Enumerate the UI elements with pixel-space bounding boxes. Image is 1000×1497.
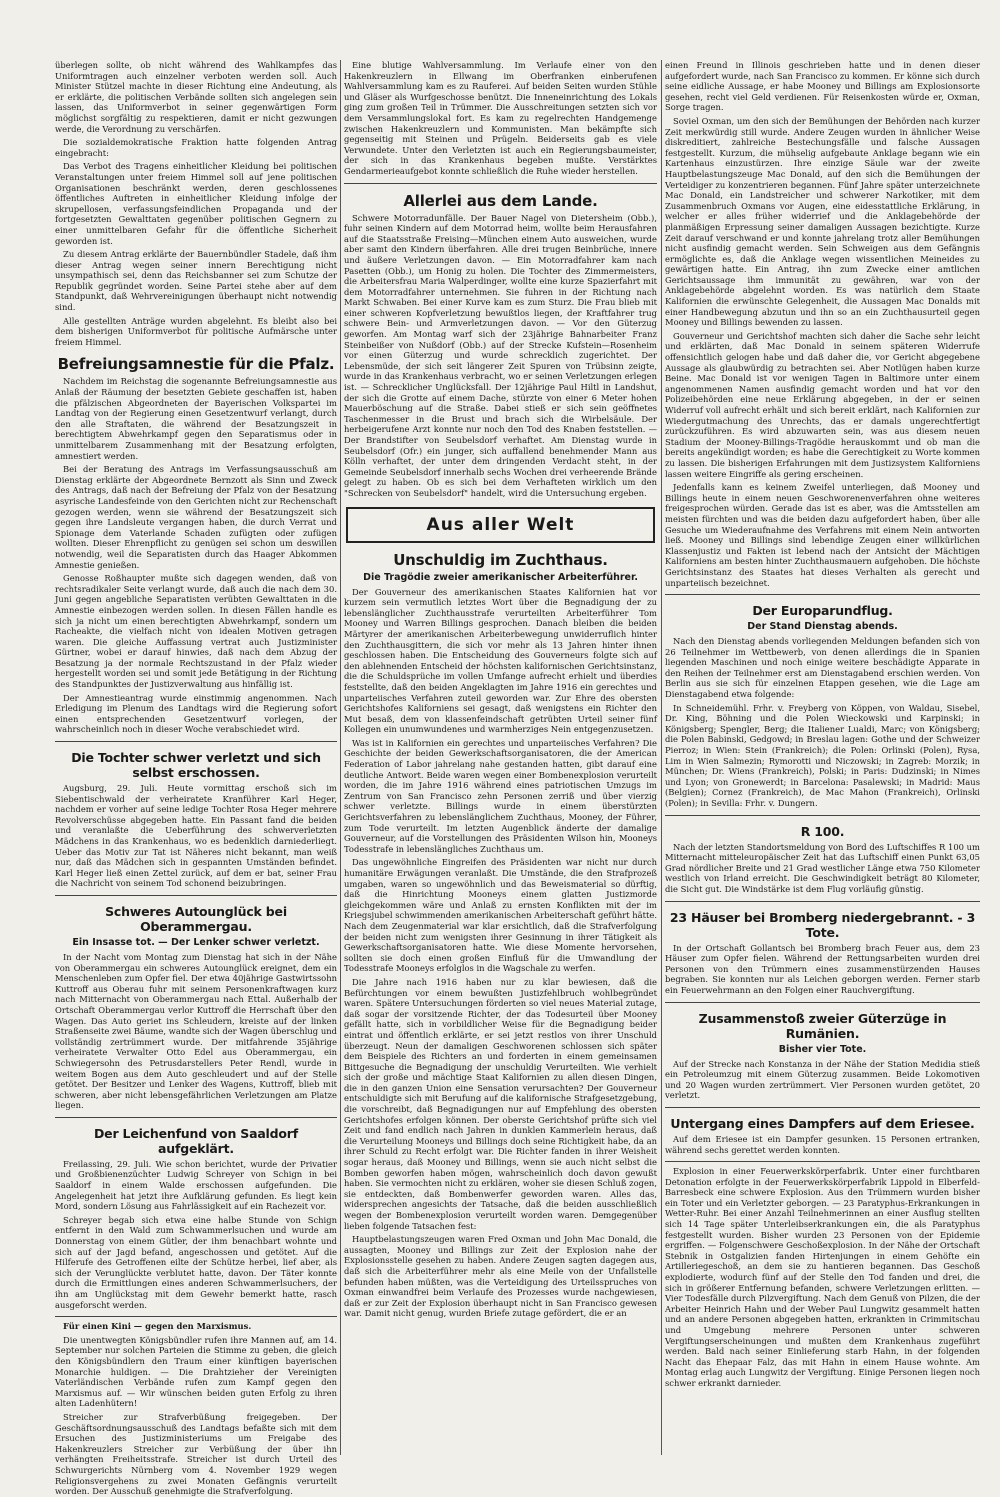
divider: [665, 1002, 980, 1003]
column-left: [55, 60, 337, 1497]
section-box: [346, 507, 655, 543]
paragraph: Gouverneur und Gerichtshof machten sich daher die Sache sehr leicht und erklärten, daß Mac Donald in seinem späteren Widerrufe offensichtlich gelogen habe und daß daher die, vor Gericht abgegebene Aussage als glaubwürdig zu betrachten sei. Aber Notlügen haben kurze Beine. Mac Donald ist vor wenigen Tagen in Baltimore unter einem angenommenen Namen ausfindig gemacht worden und hat vor den Polizeibehörden eine neue Erklärung abgegeben, in der er seinen Widerruf voll aufrecht erhält und sich bereit erklärt, nach Kalifornien zur Wiedergutmachung des Unrechts, das er damals ungerechtfertigt zurückzuführen. Es wird abzuwarten sein, was aus diesem neuen Stadium der Mooney-Billings-Tragödie herauskommt und ob man die bereits angekündigt worden; es habe die Gerechtigkeit zu Worte kommen zu lassen. Die bisherigen Erfahrungen mit dem Justizsystem Kaliforniens lassen weitere Eingriffe als gering erscheinen.: [665, 330, 980, 479]
paragraph: Augsburg, 29. Juli. Heute vormittag erschoß sich im Siebentischwald der verheiratete Kranführer Karl Heger, nachdem er vorher auf seine ledige Tochter Rosa Heger mehrere Revolverschüsse abgegeben hatte. Ein Passant fand die beiden und veranlaßte die Ueberführung des schwerverletzten Mädchens in das Krankenhaus, wo es bedenklich darniederliegt. Ueber das Motiv zur Tat ist Näheres nicht bekannt, man weiß nur, daß das Mädchen sich in gespannten Umständen befindet. Karl Heger ließ einen Zettel zurück, auf dem er bat, seiner Frau die Nachricht von seinem Tod schonend beizubringen.: [55, 783, 337, 889]
paragraph: Für einen Kini — gegen den Marxismus.: [63, 1321, 252, 1332]
paragraph: Explosion in einer Feuerwerkskörperfabrik. Unter einer furchtbaren Detonation erfolgte in der Feuerwerkskörperfabrik Lippold in Elberfeld-Barresbeck eine schwere Explosion. Aus den Trümmern wurden bisher ein Toter und ein Verletzter geborgen. — 23 Paratyphus-Erkrankungen in Wetter-Ruhr. Bei einer Anzahl Teilnehmerinnen an einer Ausflug stellten sich 14 Tage später Unterleibserkrankungen ein, die als Paratyphus festgestellt wurden. Bisher wurden 23 Personen von der Epidemie ergriffen. — Folgenschwere Geschoßexplosion. In der Nähe der Ortschaft Stebnik in Ostgalizien fanden Hirtenjungen in einem Gehöfte ein Artilleriegeschoß, an dem sie zu hantieren begannen. Das Geschoß explodierte, wodurch fünf auf der Stelle den Tod fanden und drei, die sich in größerer Entfernung befanden, schwere Verletzungen erlitten. — Vier Todesfälle durch Pilzvergiftung. Nach dem Genuß von Pilzen, die der Arbeiter Heinrich Hahn und der Weber Paul Lungwitz gesammelt hatten und an andere Personen abgegeben hatten, erkrankten in Crimmitschau und Umgebung mehrere Personen unter schweren Vergiftungserscheinungen und mußten dem Krankenhaus zugeführt werden. Bald nach seiner Einlieferung starb Hahn, in der folgenden Nacht das Ehepaar Falz, das mit Hahn in einem Hause wohnte. Am Montag erlag auch Lungwitz der Vergiftung. Einige Personen liegen noch schwer erkrankt darnieder.: [665, 1166, 980, 1388]
headline-lande: Allerlei aus dem Lande.: [403, 191, 598, 210]
divider: [665, 1161, 980, 1162]
headline-amnestie: Befreiungsamnestie für die Pfalz.: [57, 355, 335, 374]
column-rule: [661, 60, 662, 1455]
paragraph: Streicher zur Strafverbüßung freigegeben. Der Geschäftsordnungsausschuß des Landtags befaßte sich mit dem Ersuchen des Justizministeriums um Freigabe des Hakenkreuzlers Streicher zur Verbüßung der über ihn verhängten Freiheitsstrafe. Streicher ist durch Urteil des Schwurgerichts Nürnberg vom 4. November 1929 wegen Religionsvergehens zu zwei Monaten Gefängnis verurteilt worden. Der Ausschuß genehmigte die Strafverfolgung.: [55, 1411, 337, 1497]
column-right: [665, 60, 980, 1455]
paragraph: Hauptbelastungszeugen waren Fred Oxman und John Mac Donald, die aussagten, Mooney und Billings zur Zeit der Explosion nahe der Explosionsstelle gesehen zu haben. Andere Zeugen sagten dagegen aus, daß sich die Arbeiterführer mehr als eine Meile von der Unfallstelle befunden haben müßten, was die Verteidigung des Urteilsspruches von Oxman einwandfrei beim Verlaufe des Prozesses wurde nachgewiesen, daß er zur Zeit der Explosion überhaupt nicht in San Francisco gewesen war. Damit nicht genug, wurden Briefe zutage gefördert, die er an: [344, 1234, 657, 1319]
paragraph: Der Amnestieantrag wurde einstimmig angenommen. Nach Erledigung im Plenum des Landtags wird die Regierung sofort einen entsprechenden Gesetzentwurf vorlegen, der wahrscheinlich noch in dieser Woche verabschiedet wird.: [55, 692, 337, 735]
paragraph: einen Freund in Illinois geschrieben hatte und in denen dieser aufgefordert wurde, nach San Francisco zu kommen. Er könne sich durch seine eidliche Aussage, er habe Mooney und Billings am Explosionsorte gesehen, recht viel Geld verdienen. Für Reisenkosten würde er, Oxman, Sorge tragen.: [665, 60, 980, 113]
paragraph: Schreyer begab sich etwa eine halbe Stunde von Schign entfernt in den Wald zum Schwammerlsuchen und wurde am Donnerstag von einem Gütler, der ihm benachbart wohnte und sich auf der Jagd befand, angeschossen und getötet. Auf die Hilferufe des Getroffenen eilte der Schütze herbei, lief aber, als sich der Verunglückte verblutet hatte, davon. Der Täter konnte durch die Ermittlungen eines anderen Schwammerlsuchers, der ihn am Unglückstag mit dem Gewehr bemerkt hatte, rasch ausgeforscht werden.: [55, 1214, 337, 1310]
paragraph: Freilassing, 29. Juli. Wie schon berichtet, wurde der Privatier und Großbienenzüchter Ludwig Schreyer von Schign in bei Saaldorf in einem Walde erschossen aufgefunden. Die Angelegenheit hat jetzt ihre Aufklärung gefunden. Es liegt kein Mord, sondern Lösung aus Fahrlässigkeit auf ein Rachezeit vor.: [55, 1158, 337, 1212]
paragraph: Alle gestellten Anträge wurden abgelehnt. Es bleibt also bei dem bisherigen Uniformverbot für politische Aufmärsche unter freiem Himmel.: [55, 315, 337, 347]
paragraph: Das ungewöhnliche Eingreifen des Präsidenten war nicht nur durch humanitäre Erwägungen veranlaßt. Die Umstände, die den Strafprozeß umgaben, waren so ungewöhnlich und das Beweismaterial so dürftig, daß die Hinrichtung Mooneys einem glatten Justizmorde gleichgekommen wäre und Anlaß zu ernsten Konflikten mit der im Kriegsjubel schwimmenden amerikanischen Arbeiterschaft geführt hätte. Nach dem Zeugenmaterial war klar ersichtlich, daß die Strafverfolgung der beiden nicht zum wenigsten ihrer Gesinnung in ihrer Tätigkeit als Gewerkschaftsorganisatoren hatte. Wie diese Momente hervorsehen, sollten sie doch einen großen Einfluß für die Umwandlung der Todesstrafe Mooneys erfolglos in die Wagschale zu werfen.: [344, 857, 657, 974]
divider: [665, 901, 980, 902]
divider: [55, 741, 337, 742]
divider: [55, 1117, 337, 1118]
paragraph: In der Ortschaft Gollantsch bei Bromberg brach Feuer aus, dem 23 Häuser zum Opfer fielen. Während der Rettungsarbeiten wurden drei Personen von den Trümmern eines zusammenstürzenden Hauses begraben. Sie konnten nur als Leichen geborgen werden. Ferner starb ein Feuerwehrmann an den Folgen einer Rauchvergiftung.: [665, 942, 980, 995]
divider: [55, 1316, 337, 1317]
paragraph: Genosse Roßhaupter mußte sich dagegen wenden, daß von rechtsradikaler Seite verlangt wurde, daß auch die nach dem 30. Juni gegen angebliche Separatisten verübten Gewalttaten in die Amnestie einbezogen werden sollen. In diesen Fällen handle es sich ja nicht um einen berechtigten Abwehrkampf, sondern um Racheakte, die vielfach nicht von idealen Motiven getragen waren. Die gleiche Auffassung vertrat auch Justizminister Gürtner, wobei er darauf hinwies, daß nach dem Abzug der Besatzung ja der normale Rechtszustand in der Pfalz wieder hergestellt worden sei und somit jede Betätigung in der Richtung des Standpunktes der Justizverwaltung aus hinfällig ist.: [55, 573, 337, 690]
newspaper-page: [55, 60, 980, 1497]
paragraph: Eine blutige Wahlversammlung. Im Verlaufe einer von den Hakenkreuzlern in Ellwang im Oberfranken einberufenen Wahlversammlung kam es zu Rauferei. Auf beiden Seiten wurden Stühle und Gläser als Wurfgeschosse benützt. Die Inneneinrichtung des Lokals ging zum großen Teil in Trümmer. Die Ausschreitungen setzten sich vor dem Versammlungslokal fort. Es kam zu regelrechten Handgemenge zwischen Hakenkreuzlern und Kommunisten. Man bekämpfte sich gegenseitig mit Steinen und Prügeln. Beiderseits gab es viele Verwundete. Unter den Verletzten ist auch ein Regierungsbaumeister, der sich in das Krankenhaus begeben mußte. Verstärktes Gendarmerieaufgebot konnte schließlich die Ruhe wieder herstellen.: [344, 60, 657, 176]
headline-eriesee: Untergang eines Dampfers auf dem Eriesee.: [670, 1115, 975, 1131]
subheadline-rumaenien: Bisher vier Tote.: [778, 1043, 867, 1055]
paragraph: Bei der Beratung des Antrags im Verfassungsausschuß am Dienstag erklärte der Abgeordnete Bernzott als Sinn und Zweck des Antrags, daß nach der Befreiung der Pfalz von der Besatzung asyrische Landesfeinde von den Gerichten nicht zur Rechenschaft gezogen werden, wenn sie während der Besatzungszeit sich gegen ihre Landsleute vergangen haben, die durch Verrat und Spionage dem Vaterlande Schaden zufügten oder zufügen wollten. Dieser Ehrenpflicht zu genügen sei schon um deswillen notwendig, weil die Separatisten durch das Haager Abkommen Amnestie genießen.: [55, 464, 337, 570]
paragraph: Zu diesem Antrag erklärte der Bauernbündler Stadele, daß ihm dieser Antrag wegen seiner innern Berechtigung nicht unsympathisch sei, denn das Reichsbanner sei zum Schutze der Republik gegründet worden. Seine Partei stehe aber auf dem Standpunkt, daß Wehrvereinigungen überhaupt nicht notwendig sind.: [55, 249, 337, 313]
paragraph: Die sozialdemokratische Fraktion hatte folgenden Antrag eingebracht:: [55, 137, 337, 158]
column-middle: [344, 60, 657, 1455]
headline-r100: R 100.: [800, 823, 845, 839]
headline-bromberg: 23 Häuser bei Bromberg niedergebrannt. - 3 Tote.: [669, 909, 976, 940]
paragraph: Das Verbot des Tragens einheitlicher Kleidung bei politischen Veranstaltungen unter freiem Himmel soll auf jene politischen Organisationen beschränkt werden, deren geschlossenes öffentliches Auftreten in einheitlicher Kleidung infolge der skrupellosen, verfassungsfeindlichen Propaganda und der fortgesetzten Gewalttaten gegenüber politischen Gegnern zu einer unmittelbaren Gefahr für die öffentliche Sicherheit geworden ist.: [55, 161, 337, 246]
headline-tochter: Die Tochter schwer verletzt und sich selbst erschossen.: [71, 750, 321, 781]
paragraph: Nach den Dienstag abends vorliegenden Meldungen befanden sich von 26 Teilnehmer im Wettbewerb, von denen allerdings die in Spanien liegenden Maschinen und noch einige weitere beschädigte Apparate in den Reihen der Teilnehmer erst am Dienstagabend erschien werden. Von Berlin aus sie sich für einzelnen Etappen gesehen, wie die Lage am Dienstagabend etwa folgende:: [665, 636, 980, 700]
paragraph: In der Nacht vom Montag zum Dienstag hat sich in der Nähe von Oberammergau ein schweres Autounglück ereignet, dem ein Menschenleben zum Opfer fiel. Der etwa 40jährige Gastwirtssohn Kuttroff aus Oberau fuhr mit seinem Personenkraftwagen kurz nach Mitternacht von Oberammergau nach Ettal. Außerhalb der Ortschaft Oberammergau verlor Kuttroff die Herrschaft über den Wagen. Das Auto geriet ins Schleudern, kreiste auf der linken Straßenseite zwei Bäume, wandte sich der Wagen überschlug und vollständig zertrümmert wurde. Der mitfahrende 35jährige verheiratete Verwalter Otto Edel aus Oberammergau, ein Schwiegersohn des Petrusdarstellers Peter Rendl, wurde in weitem Bogen aus dem Auto geschleudert und auf der Stelle getötet. Der Besitzer und Lenker des Wagens, Kuttroff, blieb mit schweren, aber nicht lebensgefährlichen Verletzungen am Platze liegen.: [55, 951, 337, 1111]
headline-europa: Der Europarundflug.: [752, 603, 893, 619]
paragraph: Jedenfalls kann es keinem Zweifel unterliegen, daß Mooney und Billings heute in einem neuen Geschworenenverfahren ohne weiteres freigesprochen würden. Gerade das ist es aber, was die Amtsstellen am meisten fürchten und was die beiden dazu aufgefordert haben, über alle Gesuche um Wiederaufnahme des Verfahrens mit einem Nein antworten ließ. Mooney und Billings sind lebendige Zeugen einer willkürlichen Klassenjustiz und Fakten ist lebend nach der Antsicht der Mächtigen Kaliforniens am besten hinter Zuchthausmauern aufgehoben. Die höchste Gerichtsinstanz des Staates hat dieses Verhalten als gerecht und unparteiisch bezeichnet.: [665, 482, 980, 588]
headline-oberammergau: Schweres Autounglück bei Oberammergau.: [105, 903, 287, 934]
headline-zuchthaus: Unschuldig im Zuchthaus.: [393, 550, 608, 569]
section-title: Aus aller Welt: [426, 514, 575, 535]
paragraph: Soviel Oxman, um den sich der Bemühungen der Behörden nach kurzer Zeit merkwürdig still wurde. Andere Zeugen wurden in ähnlicher Weise diskreditiert, zahlreiche Bestechungsfälle und falsche Aussagen festgestellt. Kurzum, die mühselig aufgebaute Anklage begann wie ein Kartenhaus einzustürzen. Ihre einzige Säule war der zweite Hauptbelastungszeuge Mac Donald, auf den sich die Bemühungen der Verteidiger zu konzentrieren begannen. Fünf Jahre später unterzeichnete Mac Donald, ein Landstreicher und schwerer Narkotiker, mit dem Zusammenbruch Oxmans vor Augen, eine eidesstattliche Erklärung, in welcher er alles früher widerrief und die Anklagebehörde der planmäßigen Erpressung seiner damaligen Aussagen bezichtigte. Kurze Zeit darauf verschwand er und konnte jahrelang trotz aller Bemühungen nicht ausfindig gemacht werden. Sein Schweigen aus dem Gefängnis ermöglichte es, daß die Anklage wegen wissentlichen Meineides zu gewärtigen hatte. Ein Antrag, ihn zum Zwecke einer amtlichen Gerichtsaussage ihm immunität zu gewähren, war von der Anklagebehörde abgelehnt worden. Es was natürlich dem Staate Kalifornien die erwünschte Gelegenheit, die Aussagen Mac Donalds mit einer Handbewegung abzutun und ihn so an ein Zuchthausurteil gegen Mooney und Billings bewenden zu lassen.: [665, 115, 980, 328]
divider: [344, 183, 657, 184]
paragraph: Nachdem im Reichstag die sogenannte Befreiungsamnestie aus Anlaß der Räumung der besetzten Gebiete geschaffen ist, haben die pfälzischen Abgeordneten der Bayerischen Volkspartei im Landtag von der Regierung einen Gesetzentwurf verlangt, durch den alle Straftaten, die während der Besatzungszeit in berechtigtem Abwehrkampf gegen den Separatismus oder in unmittelbarem Zusammenhang mit der Besatzung erfolgten, amnestiert werden.: [55, 376, 337, 461]
divider: [55, 895, 337, 896]
headline-leichenfund: Der Leichenfund von Saaldorf aufgeklärt.: [93, 1125, 298, 1156]
headline-rumaenien: Zusammenstoß zweier Güterzüge in Rumänien.: [698, 1010, 947, 1041]
paragraph: Die Jahre nach 1916 haben nur zu klar bewiesen, daß die Befürchtungen vor einem bewußten Justizfehlbruch wohlbegründet waren. Spätere Untersuchungen förderten so viel neues Material zutage, daß sogar der vorsitzende Richter, der das Todesurteil über Mooney gefällt hatte, sich in vorbildlicher Weise für die Begnadigung beider eintrat und öffentlich erklärte, er sei jetzt restlos von ihrer Unschuld überzeugt. Neun der damaligen Geschworenen schlossen sich später dem Beispiele des Richters an und forderten in einem gemeinsamen Bittgesuche die Begnadigung der unschuldig Verurteilten. Wie verhielt sich der große und mächtige Staat Kalifornien zu allen diesen Dingen, die in den ganzen Union eine Sensation verursachten? Der Gouverneur entschuldigte sich mit Berufung auf die kalifornische Strafgesetzgebung, die vorschreibt, daß Begnadigungen nur auf Empfehlung des obersten Gerichtshofes erfolgen können. Der oberste Gerichtshof prüfte sich viel Zeit und fand endlich nach Jahren in dunklen Kammerlein heraus, daß die Verurteilung Mooneys und Billings doch seine Richtigkeit habe, da an ihrer Schuld zu Recht erfolgt war. Die Richter fanden in ihrer Weisheit sogar heraus, daß Mooney und Billings, wenn sie auch nicht selbst die Bomben geworfen haben mögen, wahrscheinlich doch davon gewußt haben. Sie vermochten nicht zu erklären, woher sie diesen Schluß zogen, sie entdeckten, daß Bombenwerfer geworden waren. Alles das, widersprechen angesichts der Tatsache, daß die beiden ausschließlich wegen der Bombenexplosion verurteilt worden waren. Demgegenüber lieben folgende Tatsachen fest:: [344, 976, 657, 1231]
paragraph: Die unentwegten Königsbündler rufen ihre Mannen auf, am 14. September nur solchen Parteien die Stimme zu geben, die gleich den Königsbündlern den Traum einer künftigen bayerischen Monarchie huldigen. — Die Drahtzieher der Vereinigten Vaterländischen Verbände rufen zum Kampf gegen den Marxismus auf. — Wir wünschen beiden guten Erfolg zu ihren alten Ladenhütern!: [55, 1334, 337, 1409]
paragraph: In Schneidemühl. Frhr. v. Freyberg von Köppen, von Waldau, Sisebel, Dr. King, Böhning und die Polen Wieckowski und Karpinski; in Königsberg; Spengler, Berg; die Italiener Lualdi, Marc; von Königsberg; die Polen Babinski, Gedgowd; in Breslau lagen: Gothe und der Schweizer Pierroz; in Wien: Stein (Frankreich); die Polen: Orlinski (Polen), Rysa, Lim in Wien Salmezin; Rymorotti und Niczowski; in Zagreb: Morzik; in München; Dr. Wiens (Frankreich), Polski; in Paris: Dudzinski; in Nimes und Lyon; von Gronewerdt; in Barcelona: Pasalewski; in Madrid: Maus (Belgien); Cornez (Frankreich), de Mac Mahon (Frankreich), Orlinski (Polen); in Sevilla: Frhr. v. Dungern.: [665, 702, 980, 808]
paragraph: Nach der letzten Standortsmeldung von Bord des Luftschiffes R 100 um Mitternacht mitteleuropäischer Zeit hat das Luftschiff einen Punkt 63,05 Grad nördlicher Breite und 21 Grad westlicher Länge etwa 750 Kilometer westlich von Irland erreicht. Die Geschwindigkeit beträgt 80 Kilometer, die Sicht gut. Die Windstärke ist dem Flug vorläufig günstig.: [665, 841, 980, 894]
paragraph: überlegen sollte, ob nicht während des Wahlkampfes das Uniformtragen auch einzelner verboten werden soll. Auch Minister Stützel machte in dieser Richtung eine Andeutung, als er erklärte, die politischen Verbände sollten sich angelegen sein lassen, das Uniformverbot in seiner gegenwärtigen Form möglichst sorgfältig zu respektieren, damit er nicht gezwungen werde, die Verordnung zu verschärfen.: [55, 60, 337, 134]
paragraph: Der Gouverneur des amerikanischen Staates Kalifornien hat vor kurzem sein vermutlich letztes Wort über die Begnadigung der zu lebenslänglicher Zuchthausstrafe verurteilten Arbeiterführer Tom Mooney und Warren Billings gesprochen. Danach bleiben die beiden Märtyrer der amerikanischen Arbeiterbewegung unwiderruflich hinter den Zuchthausgittern, die sich vor mehr als 13 Jahren hinter ihnen geschlossen haben. Die Entscheidung des Gouverneurs folgte sich auf den ablehnenden Entscheid der höchsten kalifornischen Gerichtsinstanz, die die Schuldsprüche im vollen Umfange aufrecht erhielt und überdies feststellte, daß den beiden Angeklagten im Jahre 1916 ein gerechtes und unparteiisches Verfahren zuteil geworden war. Zur Ehre des obersten Gerichtshofes Kaliforniens sei gesagt, daß wenigstens ein Richter den Mut besaß, dem von klassenfeindschaft getrübten Urteil seiner fünf Kollegen ein unumwundenes und warmherziges Nein entgegenzusetzen.: [344, 586, 657, 735]
divider: [665, 1107, 980, 1108]
paragraph: Was ist in Kalifornien ein gerechtes und unparteiisches Verfahren? Die Geschichte der beiden Gewerkschaftsorganisatoren, die der American Federation of Labor jahrelang nahe gestanden hatten, gibt darauf eine deutliche Antwort. Beide waren wegen einer Bombenexplosion verurteilt worden, die im Jahre 1916 während eines patriotischen Umzugs im Zentrum von San Francisco zehn Personen zerriß und über vierzig schwer verletzte. Billings wurde in einem überstürzten Gerichtsverfahren zu lebenslänglichem Zuchthaus, Mooney, der Führer, zum Tode verurteilt. Im letzten Augenblick änderte der damalige Gouverneur, auf die Vorstellungen des Präsidenten Wilson hin, Mooneys Todesstrafe in lebenslängliches Zuchthaus um.: [344, 737, 657, 854]
divider: [665, 594, 980, 595]
paragraph: Auf der Strecke nach Konstanza in der Nähe der Station Medidia stieß ein Petroleumzug mit einem Güterzug zusammen. Beide Lokomotiven und 20 Wagen wurden zertrümmert. Vier Personen wurden getötet, 20 verletzt.: [665, 1058, 980, 1101]
column-rule: [340, 60, 341, 1455]
subheadline-europa: Der Stand Dienstag abends.: [747, 621, 898, 633]
paragraph: Auf dem Eriesee ist ein Dampfer gesunken. 15 Personen ertranken, während sechs gerettet werden konnten.: [665, 1133, 980, 1155]
subheadline-oberammergau: Ein Insasse tot. — Der Lenker schwer verletzt.: [72, 936, 320, 948]
paragraph: Schwere Motorradunfälle. Der Bauer Nagel von Dietersheim (Obb.), fuhr seinen Kindern auf dem Motorrad heim, wollte beim Herausfahren auf die Staatsstraße Freising—München einem Auto ausweichen, wurde aber samt den Kindern überfahren. Alle drei trugen Beinbrüche, innere und äußere Verletzungen davon. — Ein Motorradfahrer kam nach Pasetten (Obb.), um Honig zu holen. Die Tochter des Zimmermeisters, die Arbeitersfrau Maria Walperdinger, wollte eine kurze Spazierfahrt mit dem Motorradfahrer unternehmen. Sie fuhren in der Richtung nach Markt Schwaben. Bei einer Kurve kam es zum Sturz. Die Frau blieb mit einer schweren Kopfverletzung bewußtlos liegen, der Kraftfahrer trug schwere Bein- und Armverletzungen davon. — Vor den Güterzug geworfen. Am Montag warf sich der 23jährige Bahnarbeiter Franz Steinbeißer von Nußdorf (Obb.) auf der Strecke Kufstein—Rosenheim vor einen Güterzug und wurde schrecklich zugerichtet. Der Lebensmüde, der sich seit längerer Zeit Spuren von Trübsinn zeigte, wurde in das Krankenhaus verbracht, wo er seinen Verletzungen erlegen ist. — Schrecklicher Unglücksfall. Der 12jährige Paul Hiltl in Landshut, der sich die Grotte auf einem Dache, stürzte von einer 6 Meter hohen Mauerböschung auf die Straße. Dabei stieß er sich sein geöffnetes Taschenmesser in die Brust und brach sich die Wirbelsäule. Der herbeigerufene Arzt konnte nur noch den Tod des Knaben feststellen. — Der Brandstifter von Seubelsdorf verhaftet. Am Dienstag wurde in Seubelsdorf (Ofr.) ein junger, sich auffallend benehmender Mann aus Kölln verhaftet, der unter dem dringenden Verdacht steht, in der Gemeinde Seubelsdorf innerhalb sechs Wochen drei verheerende Brände gelegt zu haben. Ob es sich bei dem Verhafteten wirklich um den "Schrecken von Seubelsdorf" handelt, wird die Untersuchung ergeben.: [344, 212, 657, 498]
divider: [665, 815, 980, 816]
subheadline-zuchthaus: Die Tragödie zweier amerikanischer Arbeiterführer.: [363, 571, 638, 583]
